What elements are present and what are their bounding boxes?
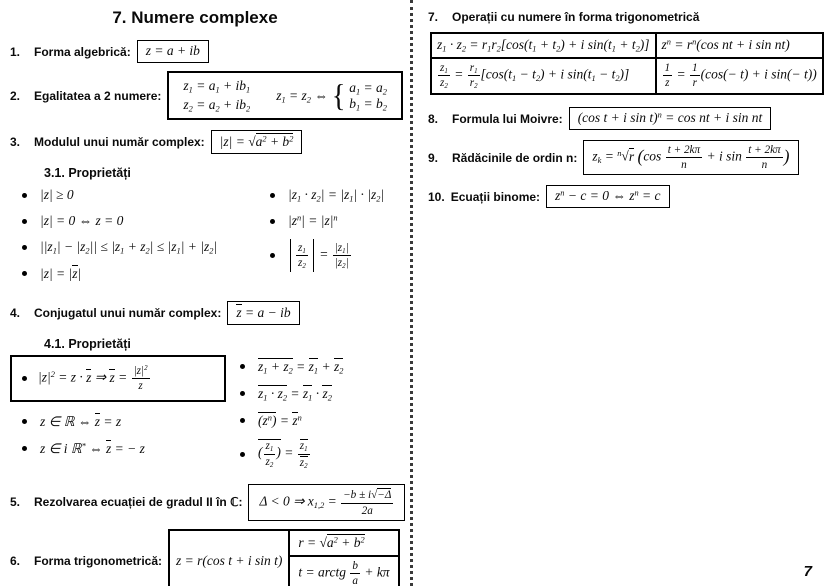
operations-table [430,32,824,95]
system-equations [349,80,387,111]
item-number: 9. [428,150,439,165]
bullet-icon [270,253,275,258]
right-column [418,0,828,208]
property-item [240,358,343,375]
property-formula: $||z_1| - |z_2|| \le |z_1 + z_2| \le |z_1| + |z_2|$ [40,239,218,256]
property-item [240,385,343,402]
formula-quotient: $\frac{z_1}{z_2}$ = $\frac{r_1}{r_2}$ [$\cos(t_1 - t_2) + i$ $\sin(t_1 - t_2)$] [431,58,656,94]
properties-left [10,353,226,462]
item-label: Formula lui Moivre: [452,111,563,126]
property-item [22,187,256,203]
item-label: Conjugatul unui număr complex: [34,306,222,320]
item-number: 2. [10,88,21,103]
item-number: 6. [10,553,21,568]
bullet-icon [22,271,27,276]
property-formula: $|z_1 \cdot z_2| = |z_1| \cdot |z_2|$ [288,187,385,204]
formula-t: t = arctg $\frac{b}{a}$ + kπ [290,555,397,586]
formula-r: $r = √a^2 + b^2$ [298,534,365,550]
properties-right [226,353,343,474]
item-number: 1. [10,44,21,59]
property-formula: |z| = |z| [40,266,82,281]
item-number: 4. [10,306,21,320]
section-3-1 [10,166,404,287]
formula-z1-definition: $z_1 = a_1 + ib_1$ [183,78,251,95]
item-label: Modulul unui număr complex: [34,135,205,149]
property-item [22,239,256,255]
table-row [431,58,823,94]
item-number: 8. [428,111,439,126]
brace-icon: { [331,76,346,113]
item-label: Egalitatea a 2 numere: [34,88,162,103]
formula-forma-algebrica: z = a + ib [137,40,209,63]
item-number: 3. [10,135,21,149]
property-item [270,239,384,272]
item-label: Ecuații binome: [450,189,541,204]
item-label: Operații cu numere în forma trigonometrică [452,10,700,24]
properties-right [256,182,384,277]
property-formula: $z_1 \cdot z_2 = z_1 \cdot z_2$ [258,386,332,403]
property-formula: |z| = 0 ⇔ z = 0 [40,213,124,228]
item-label: Forma algebrică: [34,44,131,59]
item-radacinile [428,140,822,175]
formula-z2-definition: $z_2 = a_2 + ib_2$ [183,97,251,114]
z-definitions [183,78,250,113]
bullet-icon [240,364,245,369]
item-ecuatii-binome [428,185,822,208]
item-operatii [428,10,822,24]
item-label: Rezolvarea ecuației de gradul II în ℂ: [34,495,243,510]
bullet-icon [270,193,275,198]
bullet-icon [22,419,27,424]
item-number: 5. [10,495,21,510]
properties-columns [10,182,404,287]
bullet-icon [240,391,245,396]
property-formula: ( $\frac{z_1}{z_2}$ ) = $\frac{z_1}{z_2}$ [258,440,308,470]
formula-b1-b2: $b_1 = b_2$ [349,95,387,112]
bullet-icon [22,446,27,451]
formula-modul: $|z| = √a^2 + b^2$ [211,130,303,154]
formula-radacini: $z_k = ^n√r$ (cos $\frac{t + 2k\pi}{n}$ + i sin $\frac{t + 2k\pi}{n}$ ) [583,140,798,175]
bullet-icon [22,193,27,198]
item-rezolvarea [10,484,404,521]
formula-moivre: (cos t + i sin t)$^n$ = cos nt + i sin nt [569,107,772,130]
item-label: Forma trigonometrică: [34,553,163,568]
item-modulul [10,130,404,154]
formula-trig-main: z = r(cos t + i sin t) [168,529,290,586]
bullet-icon [22,376,27,381]
property-item [10,413,226,430]
section-4-1 [10,337,404,474]
item-number: 10. [428,189,445,204]
item-conjugatul [10,301,404,325]
properties-left [10,182,256,287]
property-item-boxed [10,355,226,402]
left-column [0,0,404,586]
formula-a1-a2: $a_1 = a_2$ [349,79,387,97]
property-item [22,265,256,282]
property-item [270,213,384,229]
column-divider [410,0,413,586]
formula-binome: $z^n - c = 0$ ⇔ $z^n = c$ [546,185,669,208]
property-formula: $z_1 + z_2 = z_1 + z_2$ [258,359,344,376]
property-formula: z ∈ i ℝ* ⇔ z = − z [40,441,145,457]
bullet-icon [240,418,245,423]
properties-columns [10,353,404,474]
property-formula: $|z|^2 = z \cdot z$ ⇒ z = $\frac{|z|^2}{z}$ [38,364,148,393]
table-row [431,33,823,58]
item-egalitatea [10,71,404,120]
property-item [22,213,256,229]
bullet-icon [240,452,245,457]
property-item [240,412,343,429]
property-formula: z ∈ ℝ ⇔ z = z [40,414,122,430]
formula-power: $z^n = r^n(\cos$ nt + i sin nt) [656,33,823,58]
property-formula: $\frac{z_1}{z_2}$ = $\frac{|z_1|}{|z_2|}$ [288,239,352,272]
item-forma-algebrica [10,40,404,63]
formula-equivalence: $z_1 = z_2$ ⇔ [276,87,328,104]
item-number: 7. [428,10,439,24]
formula-egalitate-box [167,71,403,120]
formula-product: $z_1 \cdot z_2 = r_1r_2[\cos(t_1 + t_2) + i$ $\sin(t_1 + t_2)$] [431,33,656,58]
page-title: 7. Numere complexe [112,8,278,27]
formula-trig-group [168,529,400,586]
item-moivre [428,107,822,130]
property-item [240,439,343,469]
formula-gradul-2: Δ < 0 ⇒ $x_{1,2}$ = $\frac{-b \pm i√-\Delta}{2a}$ [248,484,405,521]
subsection-heading: 4.1. Proprietăți [44,337,131,351]
property-item [270,187,384,203]
bullet-icon [22,245,27,250]
formula-trig-side [288,529,399,586]
formula-conjugat: z = a − ib [227,301,299,325]
equality-system [276,76,387,113]
formula-inverse: $\frac{1}{z}$ = $\frac{1}{r}$ (cos(− t) + i sin(− t)) [656,58,823,94]
bullet-icon [270,219,275,224]
property-formula: $|z^n| = |z|^n$ [288,213,338,228]
property-item [10,440,226,457]
item-forma-trigonometrica [10,529,404,586]
item-label: Rădăcinile de ordin n: [452,150,578,165]
page-number: 7 [803,563,812,580]
subsection-heading: 3.1. Proprietăți [44,166,131,180]
bullet-icon [22,219,27,224]
property-formula: |z| ≥ 0 [40,187,74,202]
property-formula: $(z^n) = z^n$ [258,413,302,428]
